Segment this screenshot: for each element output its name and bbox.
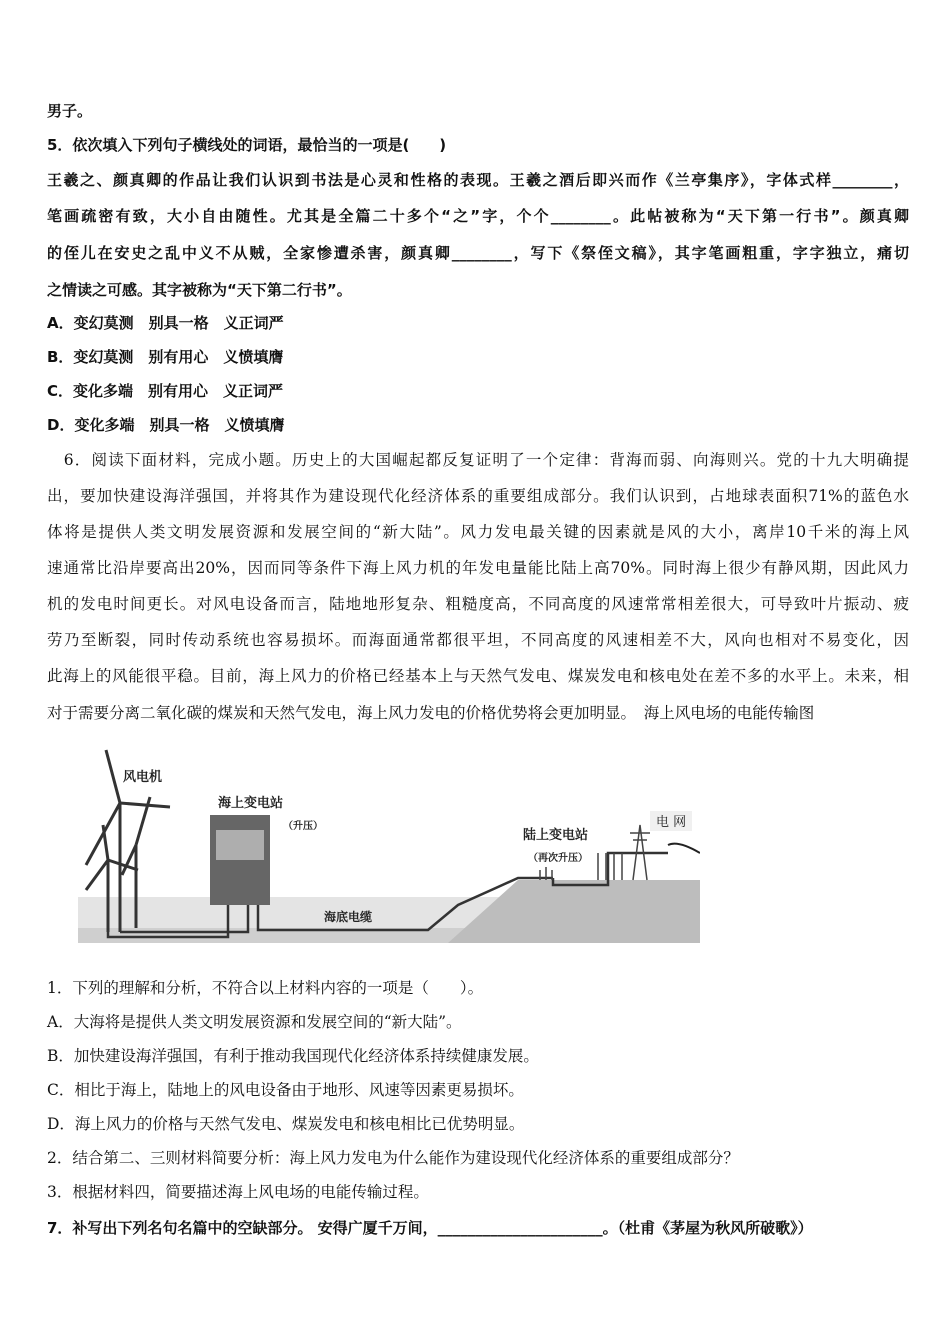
q5-passage-line: 笔画疏密有致，大小自由随性。尤其是全篇二十多个“之”字，个个________。此帖被称为“天下第一行书”。颜真卿 [47, 207, 909, 225]
label-offshore-station: 海上变电站 [218, 796, 284, 811]
q6-passage-line: 对于需要分离二氧化碳的煤炭和天然气发电，海上风力发电的价格优势将会更加明显。 海上风电场的电能传输图 [47, 704, 815, 722]
q7-stem: 7．补写出下列名句名篇中的空缺部分。 安得广厦千万间，______________________。（杜甫《茅屋为秋风所破歌》） [47, 1219, 813, 1237]
q6-option-c: C．相比于海上，陆地上的风电设备由于地形、风速等因素更易损坏。 [47, 1081, 524, 1099]
q5-passage-line: 王羲之、颜真卿的作品让我们认识到书法是心灵和性格的表现。王羲之酒后即兴而作《兰亭集序》，字体式样________， [47, 171, 909, 189]
q5-option-c: C．变化多端 别有用心 义正词严 [47, 382, 284, 400]
q6-passage-line: 体将是提供人类文明发展资源和发展空间的“新大陆”。风力发电最关键的因素就是风的大小，离岸10千米的海上风 [47, 523, 909, 541]
q6-option-b: B．加快建设海洋强国，有利于推动我国现代化经济体系持续健康发展。 [47, 1047, 539, 1065]
q6-passage-line: 此海上的风能很平稳。目前，海上风力的价格已经基本上与天然气发电、煤炭发电和核电处在差不多的水平上。未来，相 [47, 667, 909, 685]
q6-passage-line: 劳乃至断裂，同时传动系统也容易损坏。而海面通常都很平坦，不同高度的风速相差不大，风向也相对不易变化，因 [47, 631, 909, 649]
q6-sub-question-1: 1．下列的理解和分析，不符合以上材料内容的一项是（ ）。 [47, 979, 484, 997]
q5-passage-line: 之情读之可感。其字被称为“天下第二行书”。 [47, 281, 352, 299]
q6-sub-question-2: 2．结合第二、三则材料简要分析：海上风力发电为什么能作为建设现代化经济体系的重要组成部分？ [47, 1149, 739, 1167]
label-wind-turbine: 风电机 [123, 770, 163, 785]
q6-sub-question-3: 3．根据材料四，简要描述海上风电场的电能传输过程。 [47, 1183, 429, 1201]
q6-option-d: D．海上风力的价格与天然气发电、煤炭发电和核电相比已优势明显。 [47, 1115, 525, 1133]
coast-land [448, 880, 700, 943]
q6-passage-line: 速通常比沿岸要高出20%，因而同等条件下海上风力机的年发电量能比陆上高70%。同时海上很少有静风期，因此风力 [47, 559, 909, 577]
label-boost-again: （再次升压） [528, 853, 588, 864]
previous-answer-tail: 男子。 [47, 102, 93, 120]
q6-passage-line: 机的发电时间更长。对风电设备而言，陆地地形复杂、粗糙度高，不同高度的风速常常相差很大，可导致叶片振动、疲 [47, 595, 909, 613]
label-grid: 电 网 [656, 815, 687, 830]
q5-passage-line: 的侄儿在安史之乱中义不从贼，全家惨遭杀害，颜真卿________，写下《祭侄文稿》，其字笔画粗重，字字独立，痛切 [47, 244, 909, 262]
q5-stem: 5．依次填入下列句子横线处的词语，最恰当的一项是( ) [47, 136, 447, 154]
q5-option-b: B．变幻莫测 别有用心 义愤填膺 [47, 348, 284, 366]
q5-option-a: A．变幻莫测 别具一格 义正词严 [47, 314, 284, 332]
q6-passage-line: 出，要加快建设海洋强国，并将其作为建设现代化经济体系的重要组成部分。我们认识到，占地球表面积71%的蓝色水 [47, 487, 909, 505]
q6-passage-line: 6．阅读下面材料，完成小题。历史上的大国崛起都反复证明了一个定律：背海而弱、向海则兴。党的十九大明确提 [47, 451, 909, 469]
label-submarine-cable: 海底电缆 [324, 910, 373, 924]
q6-option-a: A．大海将是提供人类文明发展资源和发展空间的“新大陆”。 [47, 1013, 462, 1031]
q5-option-d: D．变化多端 别具一格 义愤填膺 [47, 416, 285, 434]
label-boost: （升压） [283, 821, 323, 832]
label-onshore-station: 陆上变电站 [523, 828, 589, 843]
power-transmission-diagram [78, 745, 700, 943]
